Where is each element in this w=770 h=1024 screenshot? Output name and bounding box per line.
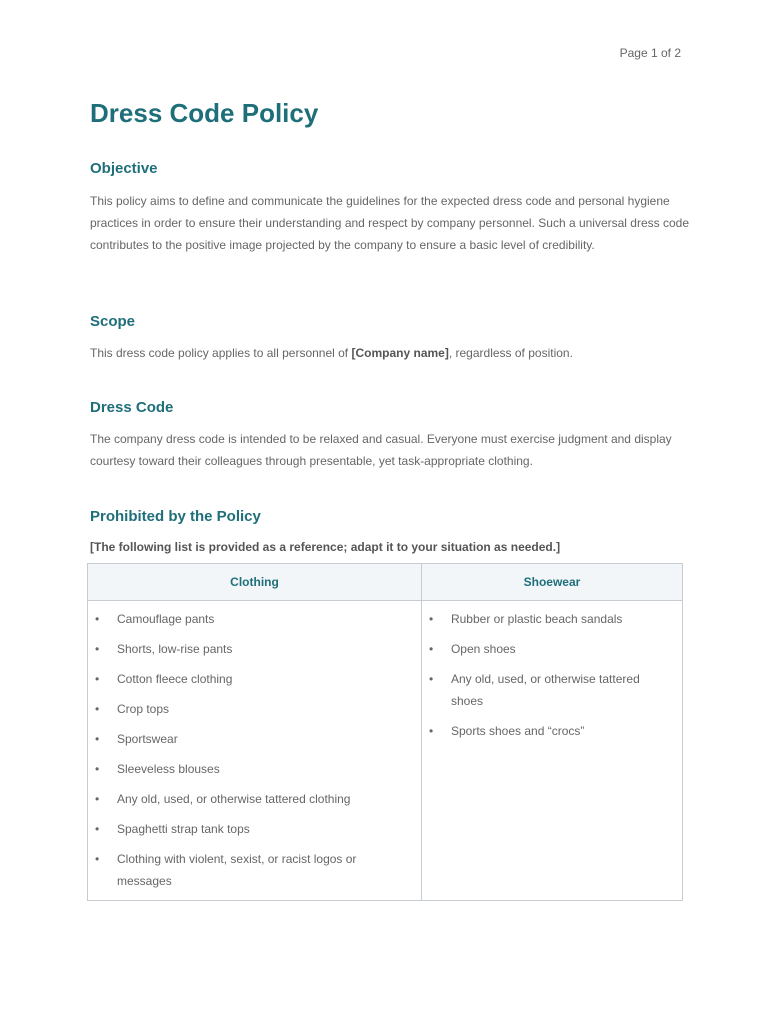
table-row [88, 601, 683, 901]
scope-heading: Scope [90, 313, 136, 330]
table-header-row [88, 564, 683, 601]
scope-paragraph [90, 342, 690, 364]
scope-text-after: , regardless of position. [448, 346, 573, 360]
clothing-list [88, 601, 421, 892]
objective-paragraph: This policy aims to define and communicate the guidelines for the expected dress code and personal hygiene practices in order to ensure their understanding and respect by company personnel. Such a universal dress code contributes to the positive image projected by the company to ensure a basic level of credibility. [90, 194, 690, 252]
prohibited-heading: Prohibited by the Policy [90, 508, 261, 525]
list-item: • Shorts, low-rise pants [88, 638, 413, 660]
clothing-cell [88, 601, 422, 901]
list-item: • Sports shoes and “crocs” [422, 720, 674, 742]
list-item: • Clothing with violent, sexist, or racist logos or messages [88, 848, 413, 892]
list-item: • Spaghetti strap tank tops [88, 818, 413, 840]
company-name-placeholder: [Company name] [351, 346, 449, 360]
list-item: • Any old, used, or otherwise tattered shoes [422, 668, 674, 712]
dress-code-heading: Dress Code [90, 399, 174, 416]
shoewear-column-header: Shoewear [421, 564, 682, 601]
reference-note: [The following list is provided as a reference; adapt it to your situation as needed.] [90, 540, 561, 554]
objective-heading: Objective [90, 160, 158, 177]
shoewear-list [422, 601, 682, 742]
shoewear-cell [421, 601, 682, 901]
dress-code-paragraph: The company dress code is intended to be relaxed and casual. Everyone must exercise judgment and display courtesy toward their colleagues through presentable, yet task-appropriate clothing. [90, 432, 672, 468]
list-item: • Camouflage pants [88, 608, 413, 630]
list-item: • Cotton fleece clothing [88, 668, 413, 690]
list-item: • Any old, used, or otherwise tattered clothing [88, 788, 413, 810]
list-item: • Crop tops [88, 698, 413, 720]
page-number: Page 1 of 2 [619, 46, 681, 60]
list-item: • Sleeveless blouses [88, 758, 413, 780]
prohibited-table [87, 563, 683, 901]
clothing-column-header: Clothing [88, 564, 422, 601]
list-item: • Rubber or plastic beach sandals [422, 608, 674, 630]
list-item: • Open shoes [422, 638, 674, 660]
scope-text-before: This dress code policy applies to all personnel of [90, 346, 352, 360]
page-title: Dress Code Policy [90, 98, 319, 128]
list-item: • Sportswear [88, 728, 413, 750]
